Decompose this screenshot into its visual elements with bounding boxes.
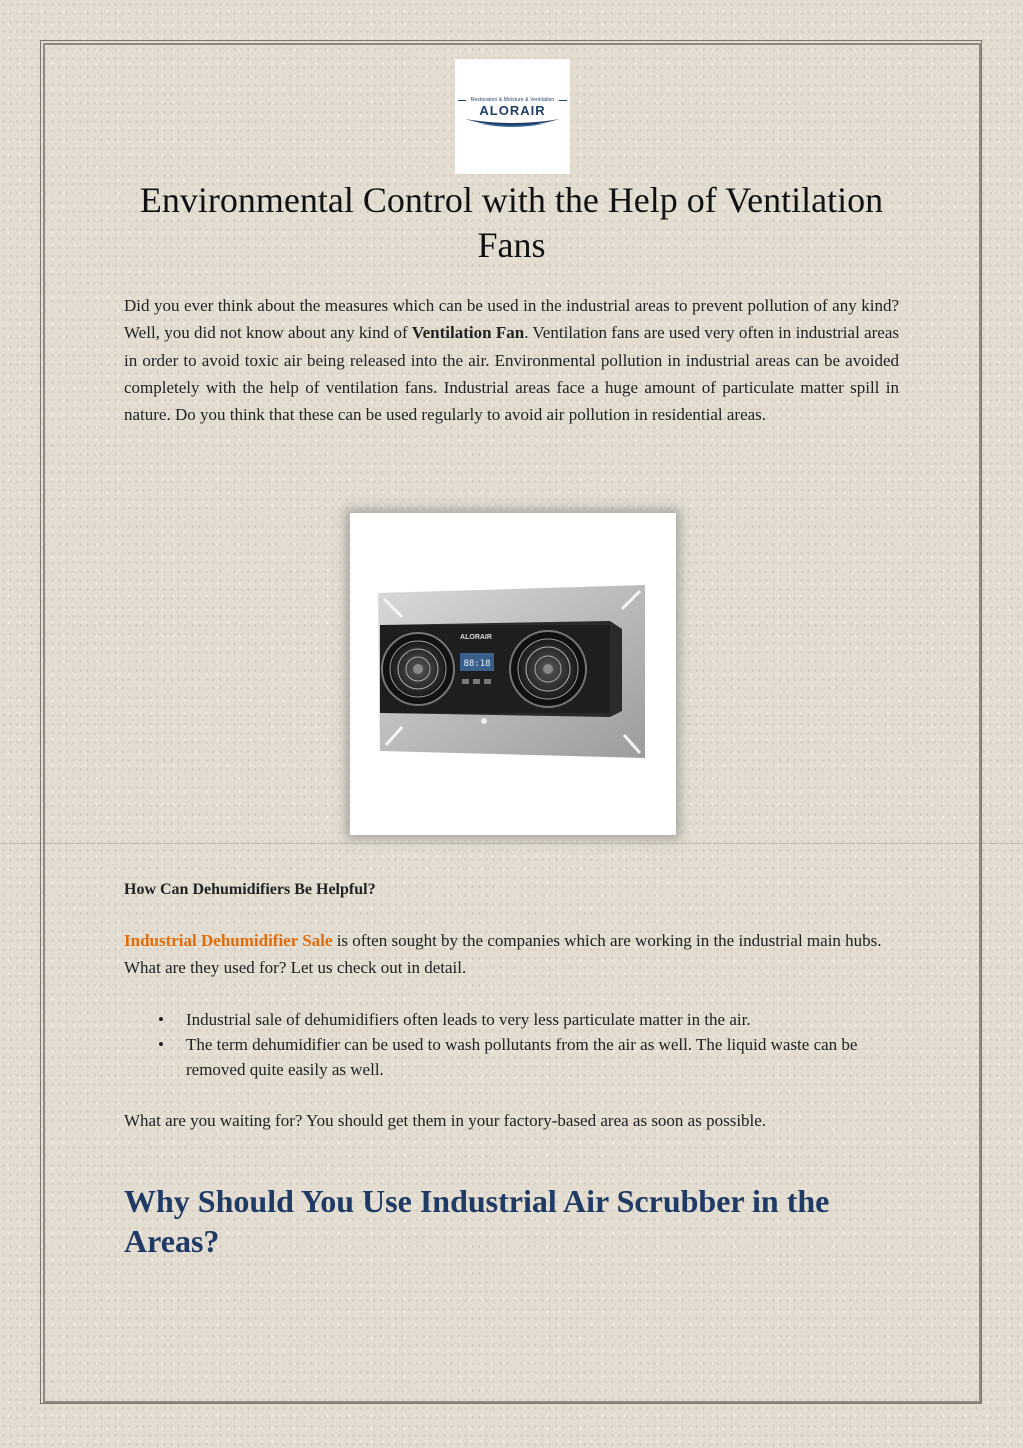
fan-display-readout: 88:18 — [463, 659, 491, 669]
dehumidifiers-heading: How Can Dehumidifiers Be Helpful? — [124, 881, 376, 898]
intro-text-2: . Ventilation fans are used very often in industrial areas in order to avoid toxic air being released into the air. Environmental pollution in industrial areas can be avoided completely with the help of ventilation fans. Industrial areas face a huge amount of particulate matter spill in nature. Do you think that these can be used regularly to avoid air pollution in residential areas. — [124, 323, 899, 425]
dehumidifier-bullet-list — [186, 1007, 896, 1082]
industrial-dehumidifier-sale-link[interactable]: Industrial Dehumidifier Sale — [124, 931, 333, 950]
ventilation-fan-illustration — [350, 513, 676, 835]
intro-paragraph — [124, 292, 899, 428]
list-item: • Industrial sale of dehumidifiers often leads to very less particulate matter in the air. — [186, 1007, 896, 1032]
page-title: Environmental Control with the Help of Ventilation Fans — [139, 180, 884, 265]
alorair-logo — [455, 59, 570, 174]
page-divider — [0, 843, 1023, 844]
air-scrubber-heading: Why Should You Use Industrial Air Scrubber in the Areas? — [124, 1183, 830, 1259]
ventilation-fan-term: Ventilation Fan — [411, 323, 525, 343]
logo-wordmark: ALORAIR — [479, 103, 546, 118]
dehumidifier-paragraph — [124, 927, 899, 981]
dehumidifier-paragraph-text: is often sought by the companies which are working in the industrial main hubs. What are they used for? Let us check out in detail. — [124, 931, 882, 977]
logo-tagline: Restoration & Moisture & Ventilation — [470, 97, 555, 103]
list-item: • The term dehumidifier can be used to wash pollutants from the air as well. The liquid waste can be removed quite easily as well. — [186, 1032, 896, 1082]
closing-paragraph: What are you waiting for? You should get them in your factory-based area as soon as possible. — [124, 1111, 767, 1130]
fan-panel-label: ALORAIR — [460, 634, 492, 641]
ventilation-fan-photo — [350, 513, 676, 835]
intro-text-1: Did you ever think about the measures which can be used in the industrial areas to prevent pollution of any kind? Well, you did not know about any kind of — [124, 296, 899, 343]
logo-rule-right — [559, 100, 567, 101]
logo-wing-icon — [463, 117, 562, 131]
